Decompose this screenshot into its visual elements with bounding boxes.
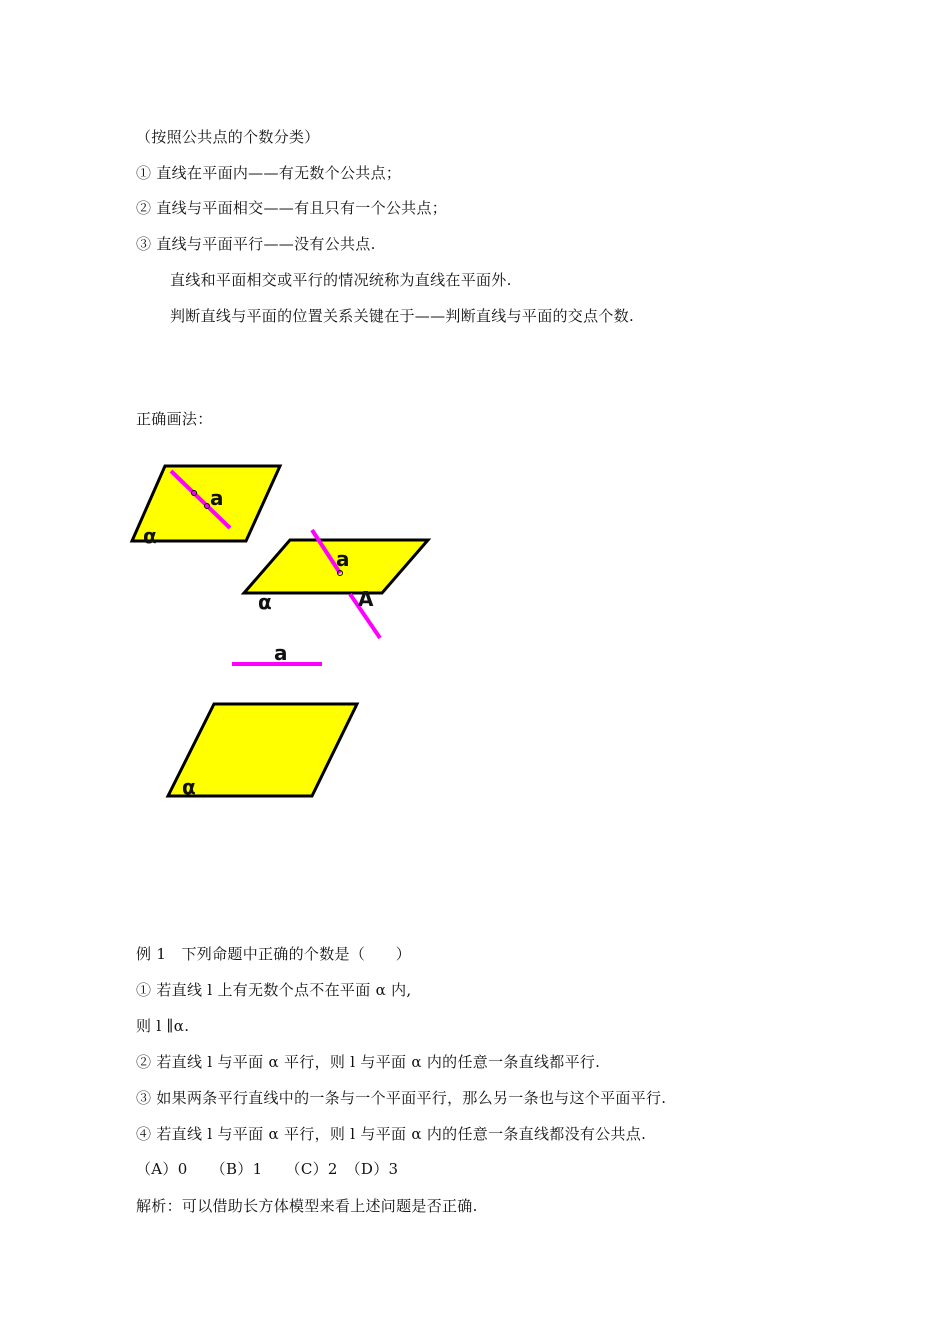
line-label: a [210, 486, 224, 510]
case-intersect: ② 直线与平面相交——有且只有一个公共点； [136, 199, 448, 217]
proposition-4: ④ 若直线 l 与平面 α 平行，则 l 与平面 α 内的任意一条直线都没有公共点. [136, 1125, 647, 1143]
summary-outside-plane: 直线和平面相交或平行的情况统称为直线在平面外. [170, 271, 512, 289]
proposition-1-conclusion: 则 l ∥α. [136, 1017, 190, 1035]
intersection-point-label: A [358, 587, 374, 611]
answer-options: （A）0 （B）1 （C）2 （D）3 [136, 1160, 399, 1178]
proposition-3: ③ 如果两条平行直线中的一条与一个平面平行，那么另一条也与这个平面平行. [136, 1089, 667, 1107]
classification-note: （按照公共点的个数分类） [136, 128, 320, 146]
plane-label: α [143, 524, 157, 548]
example-title: 例 1 下列命题中正确的个数是（ ） [136, 945, 412, 963]
case-in-plane: ① 直线在平面内——有无数个公共点； [136, 164, 402, 182]
plane-label: α [258, 590, 272, 614]
proposition-1: ① 若直线 l 上有无数个点不在平面 α 内, [136, 981, 412, 999]
drawing-heading: 正确画法： [136, 410, 213, 428]
plane-label: α [182, 775, 196, 799]
line-label: a [336, 547, 350, 571]
figure-line-intersects-plane [244, 530, 428, 638]
line-label: a [274, 641, 288, 665]
case-parallel: ③ 直线与平面平行——没有公共点. [136, 235, 376, 253]
summary-key-criterion: 判断直线与平面的位置关系关键在于——判断直线与平面的交点个数. [170, 307, 635, 325]
figure-line-in-plane [132, 466, 280, 548]
figure-line-parallel-plane [168, 641, 357, 799]
plane-parallelogram [168, 704, 357, 796]
analysis-text: 解析：可以借助长方体模型来看上述问题是否正确. [136, 1197, 478, 1215]
proposition-2: ② 若直线 l 与平面 α 平行，则 l 与平面 α 内的任意一条直线都平行. [136, 1053, 601, 1071]
